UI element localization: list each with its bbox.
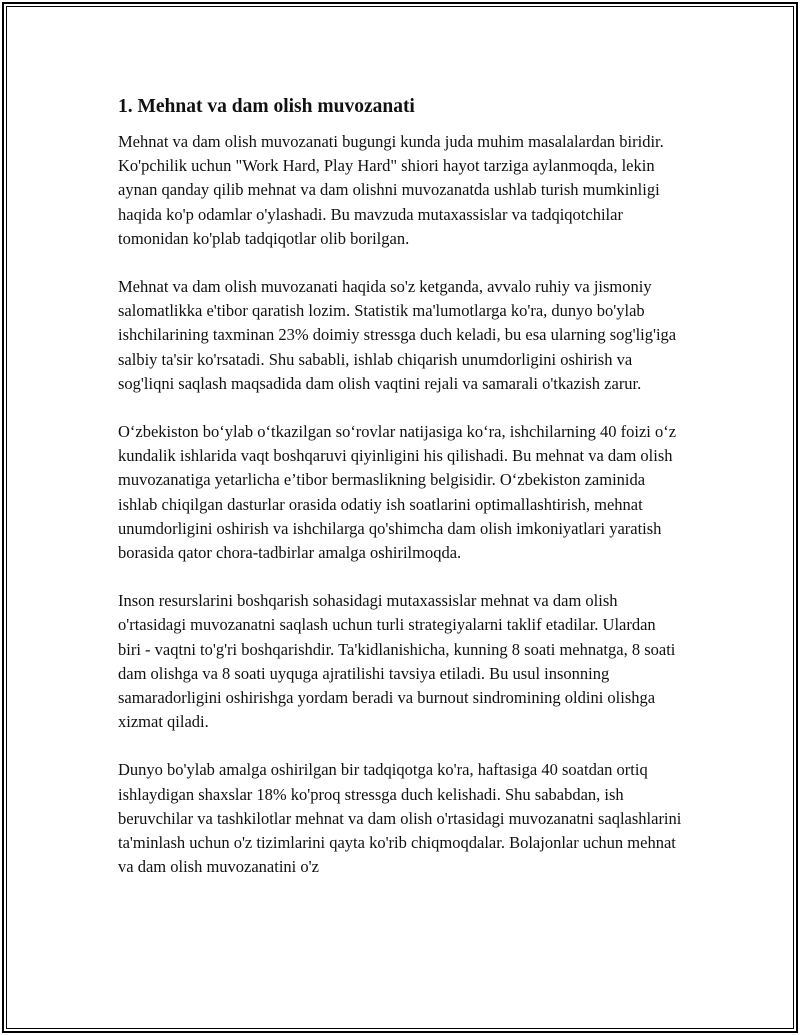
paragraph-5: Dunyo bo'ylab amalga oshirilgan bir tadqiqotga ko'ra, haftasiga 40 soatdan ortiq ishlaydigan shaxslar 18% ko'proq stressga duch kelishadi. Shu sababdan, ish beruvchilar va tashkilotlar mehnat va dam olish o'rtasidagi muvozanatni saqlashlarini ta'minlash uchun o'z tizimlarini qayta ko'rib chiqmoqdalar. Bolajonlar uchun mehnat va dam olish muvozanatini o'z	[118, 760, 682, 877]
section-heading: 1. Mehnat va dam olish muvozanati	[118, 96, 415, 117]
document-body	[118, 95, 682, 903]
paragraph-3: O‘zbekiston bo‘ylab o‘tkazilgan so‘rovlar natijasiga ko‘ra, ishchilarning 40 foizi o‘z kundalik ishlarida vaqt boshqaruvi qiyinligini his qilishadi. Bu mehnat va dam olish muvozanatiga yetarlicha e’tibor bermaslikning belgisidir. O‘zbekiston zaminida ishlab chiqilgan dasturlar orasida odatiy ish soatlarini optimallashtirish, mehnat unumdorligini oshirish va ishchilarga qo'shimcha dam olish imkoniyatlari yaratish borasida qator chora-tadbirlar amalga oshirilmoqda.	[118, 422, 677, 563]
paragraph-2: Mehnat va dam olish muvozanati haqida so'z ketganda, avvalo ruhiy va jismoniy salomatlikka e'tibor qaratish lozim. Statistik ma'lumotlarga ko'ra, dunyo bo'ylab ishchilarining taxminan 23% doimiy stressga duch keladi, bu esa ularning sog'lig'iga salbiy ta'sir ko'rsatadi. Shu sababli, ishlab chiqarish unumdorligini oshirish va sog'liqni saqlash maqsadida dam olish vaqtini rejali va samarali o'tkazish zarur.	[118, 277, 677, 393]
paragraph-1: Mehnat va dam olish muvozanati bugungi kunda juda muhim masalalardan biridir. Ko'pchilik uchun "Work Hard, Play Hard" shiori hayot tarziga aylanmoqda, lekin aynan qanday qilib mehnat va dam olishni muvozanatda ushlab turish mumkinligi haqida ko'p odamlar o'ylashadi. Bu mavzuda mutaxassislar va tadqiqotchilar tomonidan ko'plab tadqiqotlar olib borilgan.	[118, 132, 664, 248]
paragraph-4: Inson resurslarini boshqarish sohasidagi mutaxassislar mehnat va dam olish o'rtasidagi muvozanatni saqlash uchun turli strategiyalarni taklif etadilar. Ulardan biri - vaqtni to'g'ri boshqarishdir. Ta'kidlanishicha, kunning 8 soati mehnatga, 8 soati dam olishga va 8 soati uyquga ajratilishi tavsiya etiladi. Bu usul insonning samaradorligini oshirishga yordam beradi va burnout sindromining oldini olishga xizmat qiladi.	[118, 591, 676, 732]
